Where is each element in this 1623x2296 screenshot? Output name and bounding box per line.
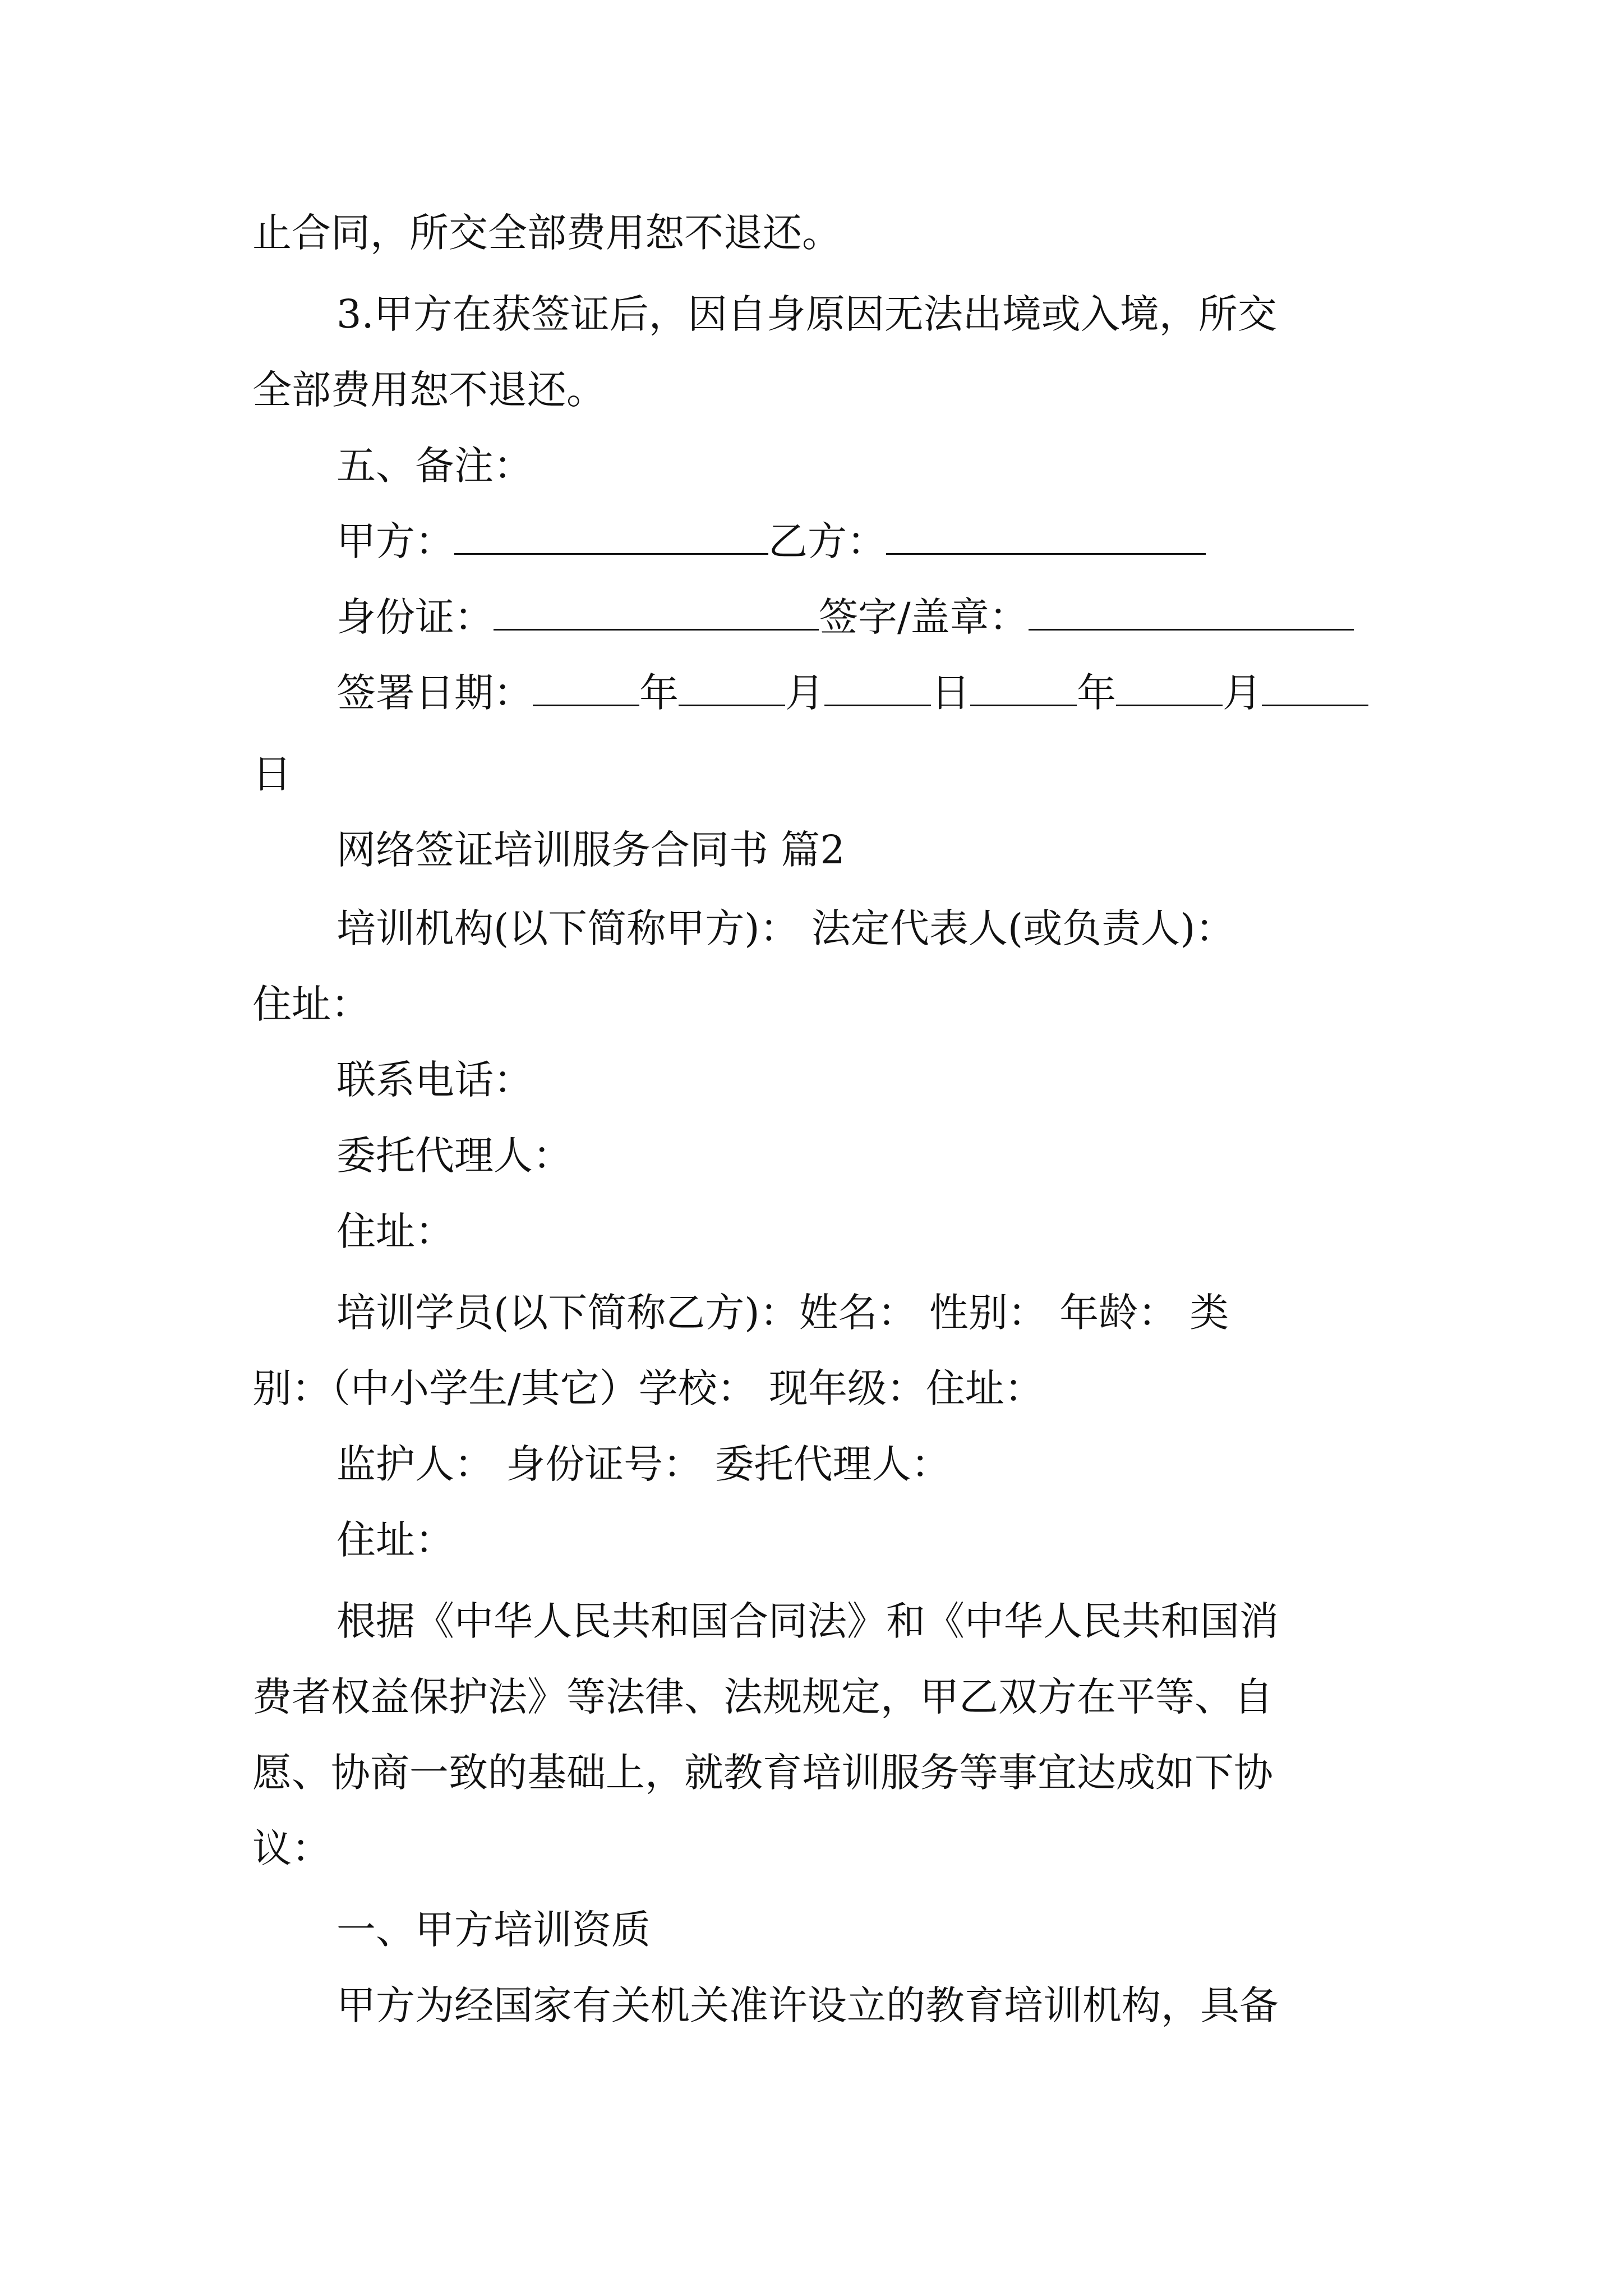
month-label: 月 <box>785 670 824 716</box>
year-label: 年 <box>1077 670 1116 716</box>
text-line: 议： <box>252 1825 331 1871</box>
document-subtitle: 网络签证培训服务合同书 篇2 <box>336 827 845 873</box>
section-heading: 五、备注： <box>336 443 533 489</box>
party-a-label: 甲方： <box>336 518 454 564</box>
date-blank <box>970 665 1077 706</box>
date-blank <box>679 665 785 706</box>
text-line: 培训学员(以下简称乙方)：姓名： 性别： 年龄： 类 <box>336 1290 1229 1336</box>
text-line: 住址： <box>252 981 370 1027</box>
text-line: 全部费用恕不退还。 <box>252 367 606 413</box>
text-line: 住址： <box>336 1208 454 1254</box>
text-line: 别：（中小学生/其它）学校： 现年级：住址： <box>252 1365 1044 1411</box>
day-label: 日 <box>252 751 292 797</box>
text-line: 止合同，所交全部费用恕不退还。 <box>252 210 841 256</box>
text-line: 住址： <box>336 1517 454 1563</box>
text-line: 费者权益保护法》等法律、法规规定，甲乙双方在平等、自 <box>252 1674 1273 1720</box>
id-label: 身份证： <box>336 594 494 640</box>
text-line: 根据《中华人民共和国合同法》和《中华人民共和国消 <box>336 1598 1279 1644</box>
party-a-blank <box>454 514 768 555</box>
text-line: 委托代理人： <box>336 1133 572 1179</box>
month-label: 月 <box>1223 670 1262 716</box>
date-label: 签署日期： <box>336 670 533 716</box>
id-blank <box>494 590 819 631</box>
day-label: 日 <box>931 670 970 716</box>
text-line: 培训机构(以下简称甲方)： 法定代表人(或负责人)： <box>336 905 1235 951</box>
section-heading: 一、甲方培训资质 <box>336 1907 651 1953</box>
party-b-blank <box>886 514 1206 555</box>
date-blank <box>1262 665 1368 706</box>
signature-id-row <box>336 586 1385 648</box>
date-blank <box>824 665 931 706</box>
text-line: 监护人： 身份证号： 委托代理人： <box>336 1441 951 1487</box>
date-blank <box>533 665 639 706</box>
party-b-label: 乙方： <box>768 518 886 564</box>
sign-label: 签字/盖章： <box>819 594 1029 640</box>
text-line: 3.甲方在获签证后，因自身原因无法出境或入境，所交 <box>336 291 1277 337</box>
year-label: 年 <box>639 670 679 716</box>
text-line: 愿、协商一致的基础上，就教育培训服务等事宜达成如下协 <box>252 1750 1273 1796</box>
text-line: 联系电话： <box>336 1057 533 1103</box>
date-blank <box>1116 665 1223 706</box>
signature-date-row <box>336 662 1385 724</box>
sign-blank <box>1029 590 1354 631</box>
signature-party-row <box>336 510 1385 572</box>
text-line: 甲方为经国家有关机关准许设立的教育培训机构，具备 <box>336 1982 1279 2028</box>
